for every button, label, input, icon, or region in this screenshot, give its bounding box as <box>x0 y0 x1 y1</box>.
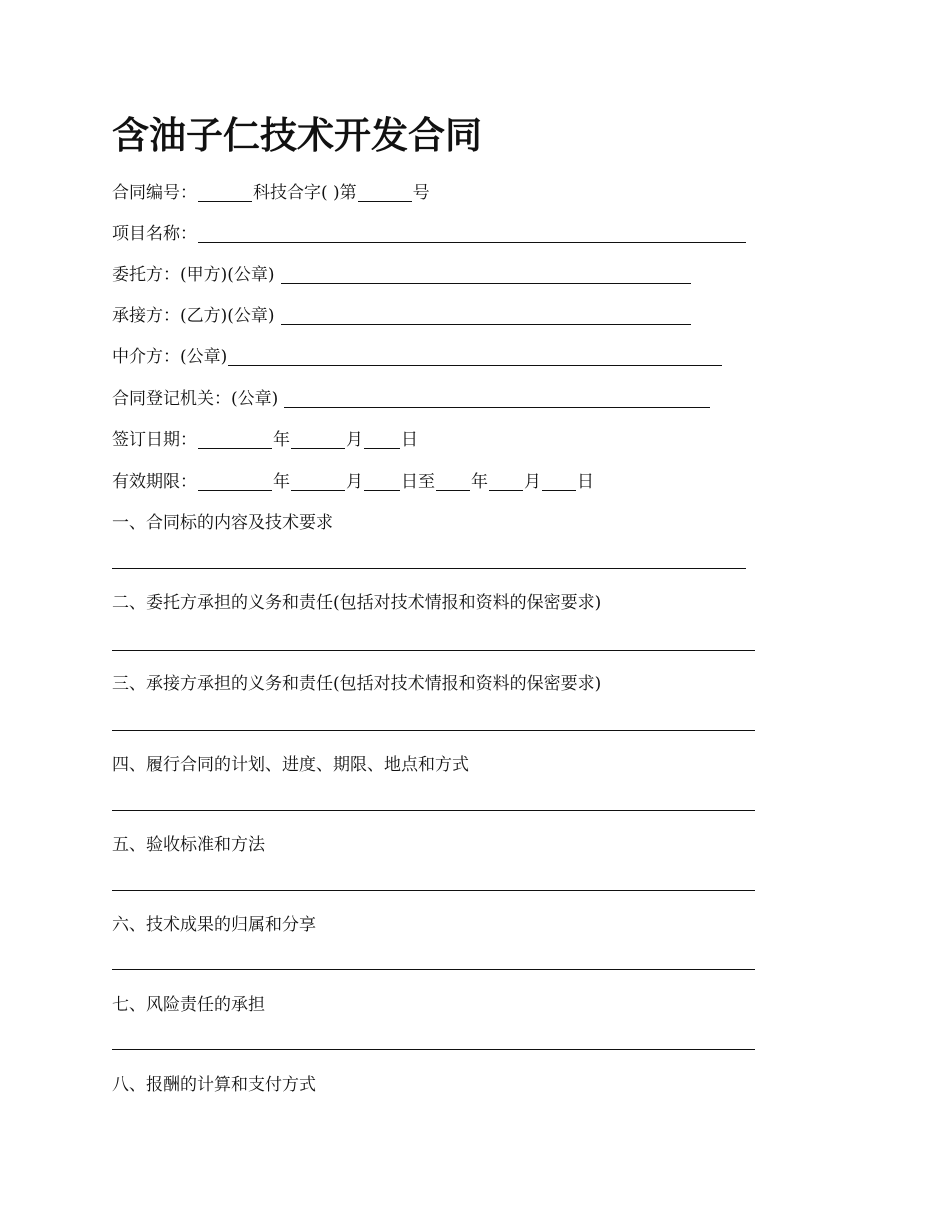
valid-end-year-blank[interactable] <box>436 472 470 491</box>
registry-label: 合同登记机关：(公章) <box>112 389 279 409</box>
valid-period-row <box>112 470 594 494</box>
contract-number-end-label: 号 <box>412 183 430 203</box>
intermediary-label: 中介方：(公章) <box>112 347 228 367</box>
valid-start-day-blank[interactable] <box>364 472 400 491</box>
contract-number-mid-label: 科技合字( )第 <box>253 183 357 203</box>
intermediary-blank[interactable] <box>228 347 722 366</box>
section-heading-1: 一、合同标的内容及技术要求 <box>112 513 333 533</box>
section-1-answer-line[interactable] <box>112 568 746 569</box>
valid-end-day-blank[interactable] <box>542 472 576 491</box>
section-heading-4: 四、履行合同的计划、进度、期限、地点和方式 <box>112 755 469 775</box>
project-name-row <box>112 222 747 246</box>
sign-date-year-blank[interactable] <box>198 430 272 449</box>
section-heading-5: 五、验收标准和方法 <box>112 835 265 855</box>
contractor-label: 承接方：(乙方)(公章) <box>112 306 275 326</box>
contract-number-blank-2[interactable] <box>358 183 412 202</box>
sign-date-year-label: 年 <box>273 430 290 450</box>
section-heading-3: 三、承接方承担的义务和责任(包括对技术情报和资料的保密要求) <box>112 674 602 694</box>
section-2-answer-line[interactable] <box>112 650 755 651</box>
contract-number-label: 合同编号： <box>112 183 197 203</box>
sign-date-row <box>112 428 418 452</box>
valid-start-year-label: 年 <box>273 472 290 492</box>
valid-start-day-label: 日 <box>401 472 418 492</box>
valid-start-month-blank[interactable] <box>291 472 345 491</box>
intermediary-row <box>112 345 723 369</box>
client-label: 委托方：(甲方)(公章) <box>112 265 275 285</box>
section-3-answer-line[interactable] <box>112 730 755 731</box>
section-7-answer-line[interactable] <box>112 1049 755 1050</box>
contractor-blank[interactable] <box>281 306 691 325</box>
valid-start-year-blank[interactable] <box>198 472 272 491</box>
document-title: 含油子仁技术开发合同 <box>112 114 482 157</box>
valid-end-year-label: 年 <box>471 472 488 492</box>
sign-date-month-blank[interactable] <box>291 430 345 449</box>
section-6-answer-line[interactable] <box>112 969 755 970</box>
valid-to-label: 至 <box>418 472 435 492</box>
registry-row <box>112 387 711 411</box>
valid-period-label: 有效期限： <box>112 472 197 492</box>
section-heading-7: 七、风险责任的承担 <box>112 995 265 1015</box>
section-5-answer-line[interactable] <box>112 890 755 891</box>
project-name-label: 项目名称： <box>112 224 197 244</box>
valid-end-month-blank[interactable] <box>489 472 523 491</box>
sign-date-day-blank[interactable] <box>364 430 400 449</box>
section-4-answer-line[interactable] <box>112 810 755 811</box>
sign-date-label: 签订日期： <box>112 430 197 450</box>
valid-start-month-label: 月 <box>346 472 363 492</box>
section-heading-2: 二、委托方承担的义务和责任(包括对技术情报和资料的保密要求) <box>112 593 602 613</box>
section-heading-8: 八、报酬的计算和支付方式 <box>112 1075 316 1095</box>
valid-end-month-label: 月 <box>524 472 541 492</box>
contract-number-blank-1[interactable] <box>198 183 252 202</box>
registry-blank[interactable] <box>284 389 710 408</box>
contractor-row <box>112 304 692 328</box>
sign-date-day-label: 日 <box>401 430 418 450</box>
contract-number-row <box>112 181 430 205</box>
client-row <box>112 263 692 287</box>
project-name-blank[interactable] <box>198 224 746 243</box>
client-blank[interactable] <box>281 265 691 284</box>
section-heading-6: 六、技术成果的归属和分享 <box>112 915 316 935</box>
valid-end-day-label: 日 <box>577 472 594 492</box>
sign-date-month-label: 月 <box>346 430 363 450</box>
